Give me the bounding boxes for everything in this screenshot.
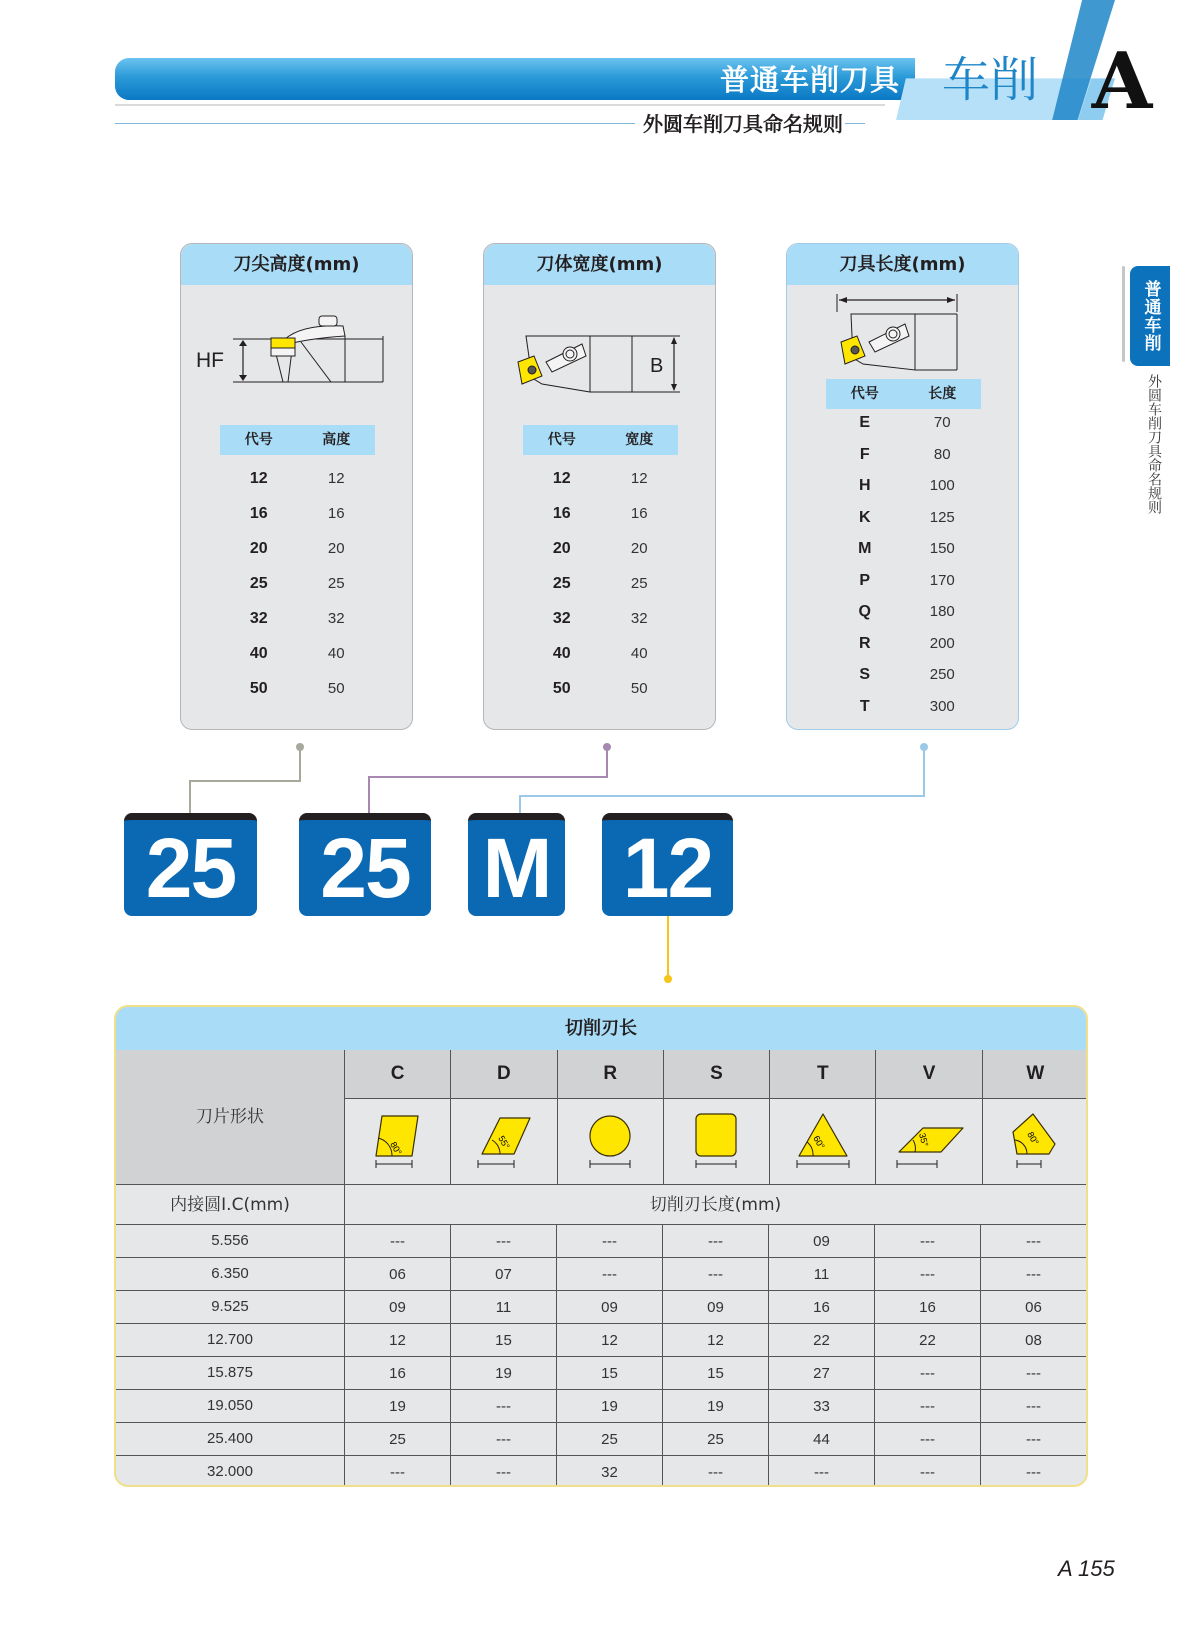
code-tool-length: M bbox=[468, 813, 565, 916]
table-row: 25 25 bbox=[552, 575, 648, 592]
insert-t-icon bbox=[769, 1099, 875, 1184]
tip-height-diagram bbox=[193, 314, 393, 394]
card-table-header bbox=[523, 425, 678, 455]
col-length: 长度 bbox=[928, 386, 957, 402]
table-row: R 200 bbox=[858, 634, 955, 652]
table-row: 32 32 bbox=[552, 610, 648, 627]
table-row: P 170 bbox=[859, 571, 955, 589]
card-title: 刀具长度(mm) bbox=[787, 244, 1018, 285]
col-code: 代号 bbox=[547, 432, 576, 448]
ic-header-row bbox=[116, 1184, 1086, 1224]
hf-label: HF bbox=[196, 349, 224, 372]
table-row: S 250 bbox=[859, 666, 955, 683]
table-row: 40 40 bbox=[249, 645, 345, 662]
table-row: 25.400 25 --- 25 25 44 --- --- bbox=[116, 1422, 1086, 1455]
section-letter: A bbox=[1091, 36, 1153, 127]
shape-code: W bbox=[982, 1050, 1088, 1098]
table-row: H 100 bbox=[858, 477, 955, 494]
table-row: 50 50 bbox=[552, 680, 648, 697]
insert-r-icon bbox=[557, 1099, 663, 1184]
svg-text:55°: 55° bbox=[496, 1133, 512, 1151]
table-body bbox=[116, 1224, 1086, 1487]
shape-code: R bbox=[557, 1050, 663, 1098]
cutting-edge-table bbox=[114, 1005, 1088, 1487]
table-row: M 150 bbox=[858, 540, 955, 557]
table-row: 6.350 06 07 --- --- 11 --- --- bbox=[116, 1257, 1086, 1290]
card-table-rows bbox=[523, 470, 678, 715]
shape-code: T bbox=[769, 1050, 875, 1098]
table-row: 19.050 19 --- 19 19 33 --- --- bbox=[116, 1389, 1086, 1422]
side-tab-rule bbox=[1122, 266, 1125, 362]
shape-label: 刀片形状 bbox=[116, 1050, 344, 1184]
table-row: K 125 bbox=[858, 508, 955, 526]
card-table-header bbox=[220, 425, 375, 455]
table-row: Q 180 bbox=[858, 603, 955, 620]
table-row: 15.875 16 19 15 15 27 --- --- bbox=[116, 1356, 1086, 1389]
table-row: F 80 bbox=[859, 445, 951, 463]
svg-text:B: B bbox=[650, 355, 664, 377]
table-row: 25 25 bbox=[249, 575, 345, 592]
svg-text:80°: 80° bbox=[387, 1139, 404, 1157]
table-row: 20 20 bbox=[552, 540, 648, 557]
table-row: 20 20 bbox=[249, 540, 345, 557]
table-row: 16 16 bbox=[249, 505, 345, 522]
header-subtitle: 外圆车削刀具命名规则 bbox=[643, 112, 843, 136]
tool-length-diagram bbox=[835, 292, 965, 372]
svg-text:35°: 35° bbox=[917, 1131, 931, 1148]
svg-text:80°: 80° bbox=[1025, 1129, 1042, 1147]
card-title: 刀尖高度(mm) bbox=[181, 244, 412, 285]
shape-code: C bbox=[344, 1050, 450, 1098]
svg-text:60°: 60° bbox=[811, 1133, 827, 1151]
card-title: 刀体宽度(mm) bbox=[484, 244, 715, 285]
table-row: T 300 bbox=[859, 697, 955, 715]
page-number: A 155 bbox=[1058, 1556, 1115, 1581]
body-width-diagram bbox=[512, 332, 692, 394]
header-title: 普通车削刀具 bbox=[719, 63, 900, 97]
card-table-header bbox=[826, 379, 981, 409]
side-tab[interactable]: 普通车削 bbox=[1130, 266, 1170, 366]
card-table-rows bbox=[220, 470, 375, 715]
table-row: 12 12 bbox=[249, 470, 345, 487]
table-row: 32.000 --- --- 32 --- --- --- --- bbox=[116, 1455, 1086, 1487]
table-row: 12.700 12 15 12 12 22 22 08 bbox=[116, 1323, 1086, 1356]
col-width: 宽度 bbox=[625, 432, 654, 448]
table-row: E 70 bbox=[859, 414, 951, 431]
table-row: 40 40 bbox=[552, 645, 648, 662]
insert-w-icon bbox=[982, 1099, 1088, 1184]
col-code: 代号 bbox=[244, 432, 273, 448]
length-label: 切削刃长度(mm) bbox=[344, 1185, 1086, 1224]
chapter-label: 车削 bbox=[941, 52, 1038, 108]
card-tip-height bbox=[180, 243, 413, 730]
insert-v-icon bbox=[875, 1099, 981, 1184]
insert-c-icon bbox=[344, 1099, 450, 1184]
card-body-width bbox=[483, 243, 716, 730]
card-tool-length bbox=[786, 243, 1019, 730]
table-row: 5.556 --- --- --- --- 09 --- --- bbox=[116, 1224, 1086, 1257]
shape-code: D bbox=[450, 1050, 556, 1098]
table-row: 16 16 bbox=[552, 505, 648, 522]
shape-codes-row bbox=[344, 1050, 1088, 1098]
side-caption: 外圆车削刀具命名规则 bbox=[1146, 374, 1162, 514]
header-divider bbox=[115, 104, 885, 106]
card-table-rows bbox=[826, 414, 981, 729]
insert-s-icon bbox=[663, 1099, 769, 1184]
col-height: 高度 bbox=[322, 432, 351, 448]
ic-label: 内接圆I.C(mm) bbox=[170, 1195, 290, 1215]
code-body-width: 25 bbox=[299, 813, 431, 916]
table-row: 50 50 bbox=[249, 680, 345, 697]
shape-code: S bbox=[663, 1050, 769, 1098]
code-tip-height: 25 bbox=[124, 813, 257, 916]
shape-icons-row bbox=[344, 1098, 1088, 1184]
table-row: 32 32 bbox=[249, 610, 345, 627]
table-row: 12 12 bbox=[552, 470, 648, 487]
col-code: 代号 bbox=[850, 386, 879, 402]
table-row: 9.525 09 11 09 09 16 16 06 bbox=[116, 1290, 1086, 1323]
subtitle-rule-left bbox=[115, 123, 635, 124]
shape-code: V bbox=[875, 1050, 981, 1098]
insert-d-icon bbox=[450, 1099, 556, 1184]
code-cutting-edge: 12 bbox=[602, 813, 733, 916]
table-title: 切削刃长 bbox=[116, 1007, 1086, 1050]
